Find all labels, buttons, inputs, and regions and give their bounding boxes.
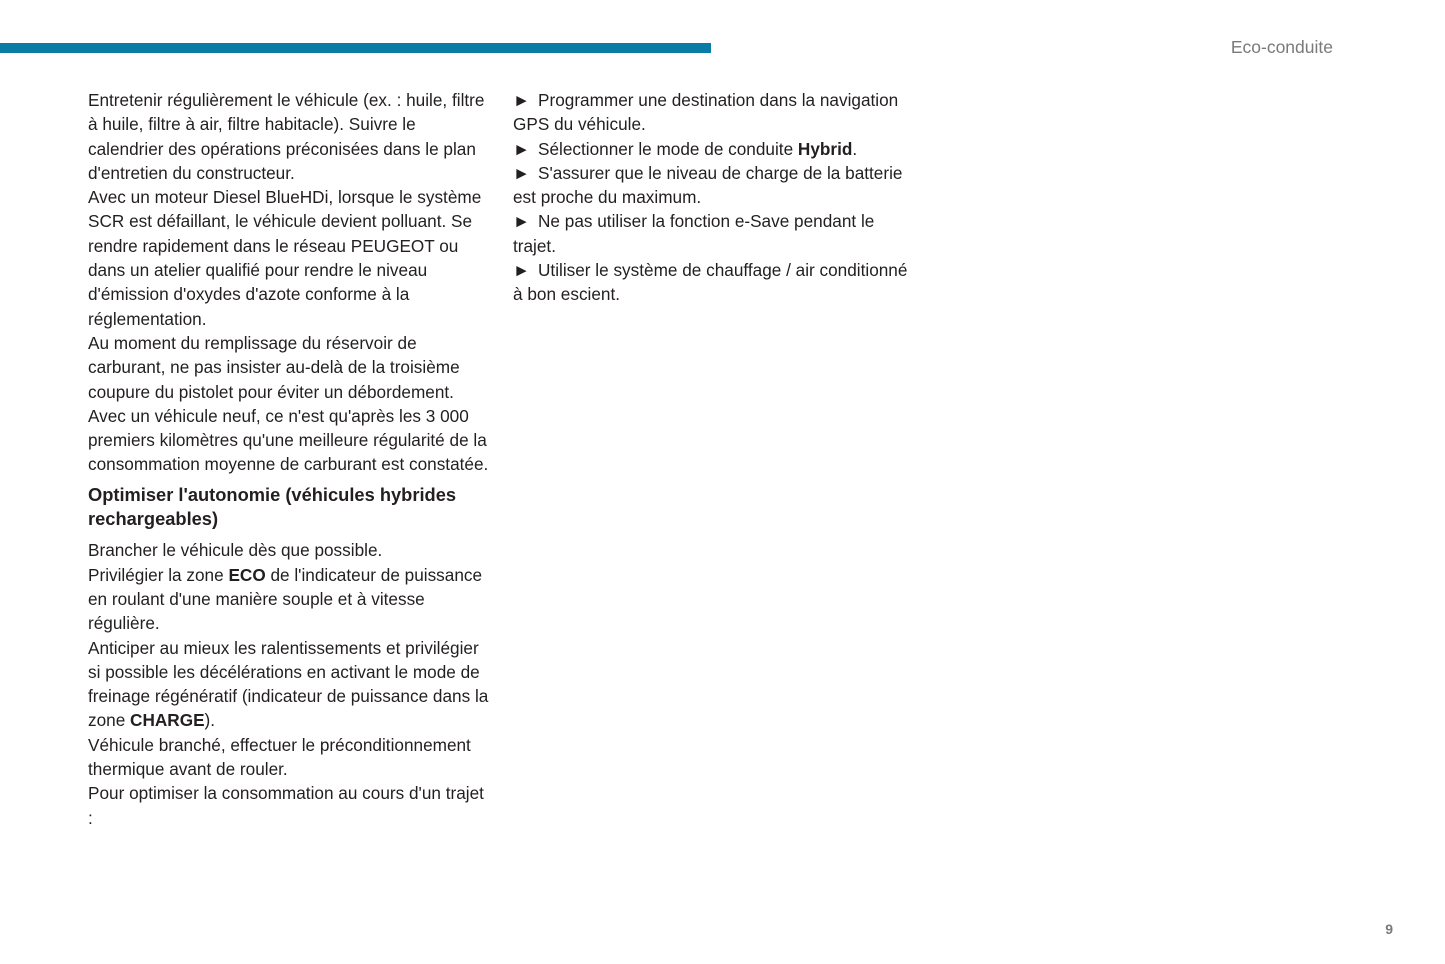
list-item: ► S'assurer que le niveau de charge de la batterie est proche du maximum. xyxy=(513,162,903,208)
right-column xyxy=(513,88,913,307)
list-item: ► Programmer une destination dans la navigation GPS du véhicule. xyxy=(513,90,899,135)
eco-term: ECO xyxy=(228,564,266,585)
paragraph-regenerative: Anticiper au mieux les ralentissements et privilégier si possible les décélérations en activant le mode de freinage régénératif (indicateur de puissance dans la zone CHARGE). xyxy=(88,637,489,731)
paragraph-plug-in: Brancher le véhicule dès que possible. xyxy=(88,540,383,561)
charge-term: CHARGE xyxy=(130,710,205,731)
bullet-arrow-icon: ► xyxy=(513,211,531,232)
paragraph-new-vehicle: Avec un véhicule neuf, ce n'est qu'après les 3 000 premiers kilomètres qu'une meilleure régularité de la consommation moyenne de carburant est constatée. xyxy=(88,405,489,475)
list-item: ► Utiliser le système de chauffage / air conditionné à bon escient. xyxy=(513,260,908,305)
paragraph-refuel: Au moment du remplissage du réservoir de carburant, ne pas insister au-delà de la troisième coupure du pistolet pour éviter un débordement. xyxy=(88,332,460,402)
paragraph-trip-intro: Pour optimiser la consommation au cours d'un trajet : xyxy=(88,783,484,828)
paragraph-eco-zone: Privilégier la zone ECO de l'indicateur de puissance en roulant d'une manière souple et à vitesse régulière. xyxy=(88,564,483,634)
bullet-arrow-icon: ► xyxy=(513,90,531,110)
bullet-arrow-icon: ► xyxy=(513,138,531,159)
left-column xyxy=(88,88,493,830)
list-item: ► Sélectionner le mode de conduite Hybrid. xyxy=(513,138,858,159)
page-number: 9 xyxy=(1385,921,1393,937)
section-title: Eco-conduite xyxy=(1230,37,1333,57)
hybrid-term: Hybrid xyxy=(797,138,853,159)
paragraph-maintenance: Entretenir régulièrement le véhicule (ex. : huile, filtre à huile, filtre à air, filtre habitacle). Suivre le calendrier des opérations préconisées dans le plan d'entretien du constructeur. xyxy=(88,90,485,183)
list-item: ► Ne pas utiliser la fonction e-Save pendant le trajet. xyxy=(513,211,875,256)
paragraph-preconditioning: Véhicule branché, effectuer le préconditionnement thermique avant de rouler. xyxy=(88,734,471,780)
bullet-arrow-icon: ► xyxy=(513,260,531,281)
paragraph-bluehdi: Avec un moteur Diesel BlueHDi, lorsque le système SCR est défaillant, le véhicule devient polluant. Se rendre rapidement dans le réseau PEUGEOT ou dans un atelier qualifié pour rendre le niveau d'émission d'oxydes d'azote conforme à la réglementation. xyxy=(88,187,482,329)
section-heading-autonomy: Optimiser l'autonomie (véhicules hybrides rechargeables) xyxy=(88,483,457,530)
bullet-arrow-icon: ► xyxy=(513,162,531,183)
header-accent-bar xyxy=(0,43,711,53)
